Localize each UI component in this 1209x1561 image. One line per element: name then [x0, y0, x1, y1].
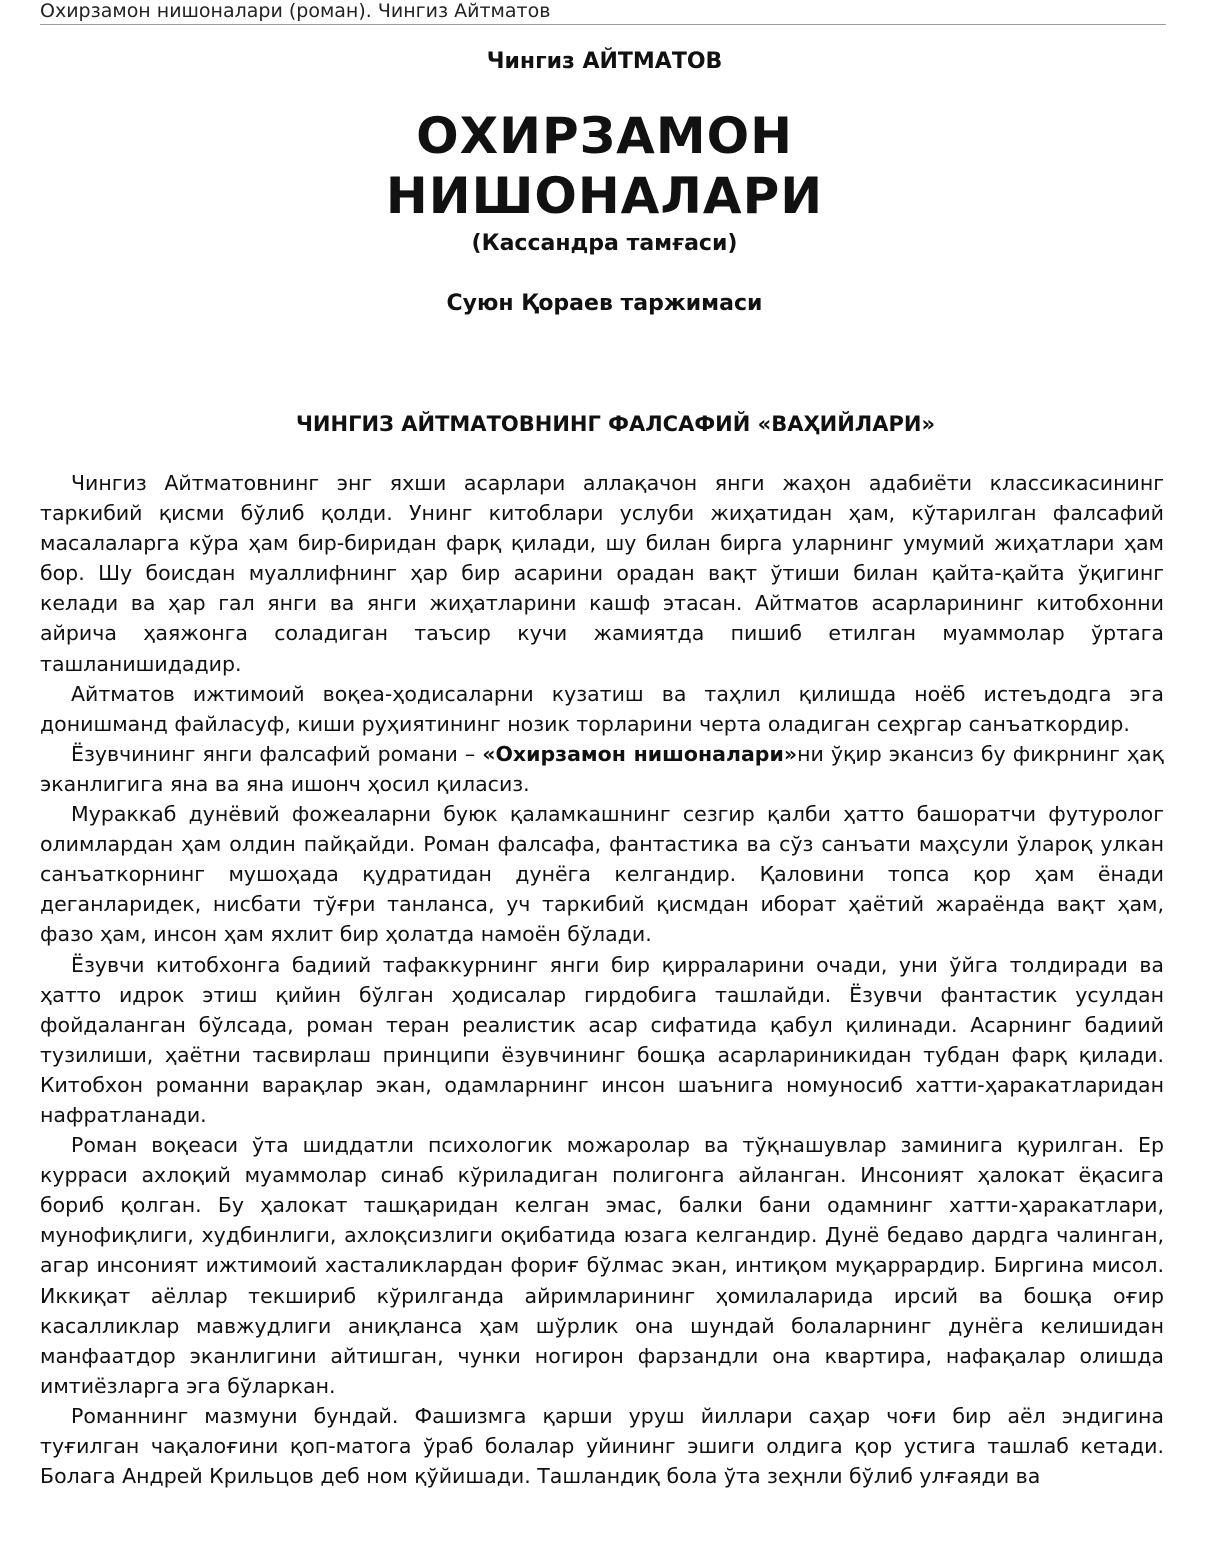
- paragraph-7: Романнинг мазмуни бундай. Фашизмга қарши уруш йиллари саҳар чоғи бир аёл эндигина туғилган чақалоғини қоп-матога ўраб болалар уйининг эшиги олдига қор устига ташлаб кетади. Болага Андрей Крильцов деб ном қўйишади. Ташландиқ бола ўта зеҳнли бўлиб улғаяди ва: [40, 1403, 1164, 1489]
- paragraph-3-rest: ни ўқир экансиз бу фикрнинг ҳақ эканлигига яна ва яна ишонч ҳосил қиласиз.: [40, 741, 1164, 796]
- paragraph-3: [40, 739, 1164, 799]
- paragraph-3-lead: Ёзувчининг янги фалсафий романи –: [71, 741, 483, 766]
- section-heading: ЧИНГИЗ АЙТМАТОВНИНГ ФАЛСАФИЙ «ВАҲИЙЛАРИ»: [295, 412, 936, 436]
- paragraph-4: Мураккаб дунёвий фожеаларни буюк қаламкашнинг сезгир қалби ҳатто башоратчи футуролог олимлардан ҳам олдин пайқайди. Роман фалсафа, фантастика ва сўз санъати маҳсули ўлароқ улкан санъаткорнинг мушоҳада қудратидан дунёга келгандир. Қаловини топса қор ҳам ёнади деганларидек, нисбати тўғри танланса, уч таркибий қисмдан иборат ҳаётий жараёнда вақт ҳам, фазо ҳам, инсон ҳам яхлит бир ҳолатда намоён бўлади.: [40, 802, 1164, 947]
- novel-title-emphasis: «Охирзамон нишоналари»: [482, 741, 798, 766]
- translator-credit: Суюн Қораев таржимаси: [446, 291, 763, 316]
- book-title-line-1: ОХИРЗАМОН: [416, 107, 793, 165]
- paragraph-5: Ёзувчи китобхонга бадиий тафаккурнинг янги бир қирраларини очади, уни ўйга толдиради ва ҳатто идрок этиш қийин бўлган ҳодисалар гирдобига ташлайди. Ёзувчи фантастик усулдан фойдаланган бўлсада, роман теран реалистик асар сифатида қабул қилинади. Асарнинг бадиий тузилиши, ҳаётни тасвирлаш принципи ёзувчининг бошқа асарлариникидан тубдан фарқ қилади. Китобхон романни варақлар экан, одамларнинг инсон шаънига номуносиб хатти-ҳаракатларидан нафратланади.: [40, 952, 1164, 1127]
- paragraph-2: Айтматов ижтимоий воқеа-ҳодисаларни кузатиш ва таҳлил қилишда ноёб истеъдодга эга донишманд файласуф, киши руҳиятининг нозик торларини черта оладиган сеҳргар санъаткордир.: [40, 681, 1164, 736]
- body-text: [40, 468, 1164, 1491]
- book-title: [0, 106, 1209, 226]
- paragraph-6: Роман воқеаси ўта шиддатли психологик можаролар ва тўқнашувлар заминига қурилган. Ер курраси ахлоқий муаммолар синаб кўриладиган полигонга айланган. Инсоният ҳалокат ёқасига бориб қолган. Бу ҳалокат ташқаридан келган эмас, балки бани одамнинг хатти-ҳаракатлари, мунофиқлиги, худбинлиги, ахлоқсизлиги оқибатида юзага келгандир. Дунё бедаво дардга чалинган, агар инсоният ижтимоий хасталиклардан фориғ бўлмас экан, интиқом муқаррардир. Биргина мисол. Иккиқат аёллар текшириб кўрилганда айримларининг ҳомилаларида ирсий ва бошқа оғир касалликлар мавжудлиги аниқланса ҳам шўрлик она шундай болаларнинг дунёга келишидан манфаатдор эканлигини айтишган, чунки ногирон фарзандли она квартира, нафақалар олишда имтиёзларга эга бўларкан.: [40, 1133, 1164, 1398]
- author-name: Чингиз АЙТМАТОВ: [486, 49, 723, 74]
- paragraph-1: Чингиз Айтматовнинг энг яхши асарлари аллақачон янги жаҳон адабиёти классикасининг таркибий қисми бўлиб қолди. Унинг китоблари услуби жиҳатидан ҳам, кўтарилган фалсафий масалаларга кўра ҳам бир-биридан фарқ қилади, шу билан бирга уларнинг умумий жиҳатлари ҳам бор. Шу боисдан муаллифнинг ҳар бир асарини орадан вақт ўтиши билан қайта-қайта ўқигинг келади ва ҳар гал янги ва янги жиҳатларини кашф этасан. Айтматов асарларининг китобхонни айрича ҳаяжонга соладиган таъсир кучи жамиятда пишиб етилган муаммолар ўртага ташланишидадир.: [40, 471, 1164, 676]
- running-header: Охирзамон нишоналари (роман). Чингиз Айтматов: [40, 0, 1166, 25]
- book-subtitle: (Кассандра тамғаси): [471, 231, 738, 256]
- book-title-line-2: НИШОНАЛАРИ: [385, 167, 824, 225]
